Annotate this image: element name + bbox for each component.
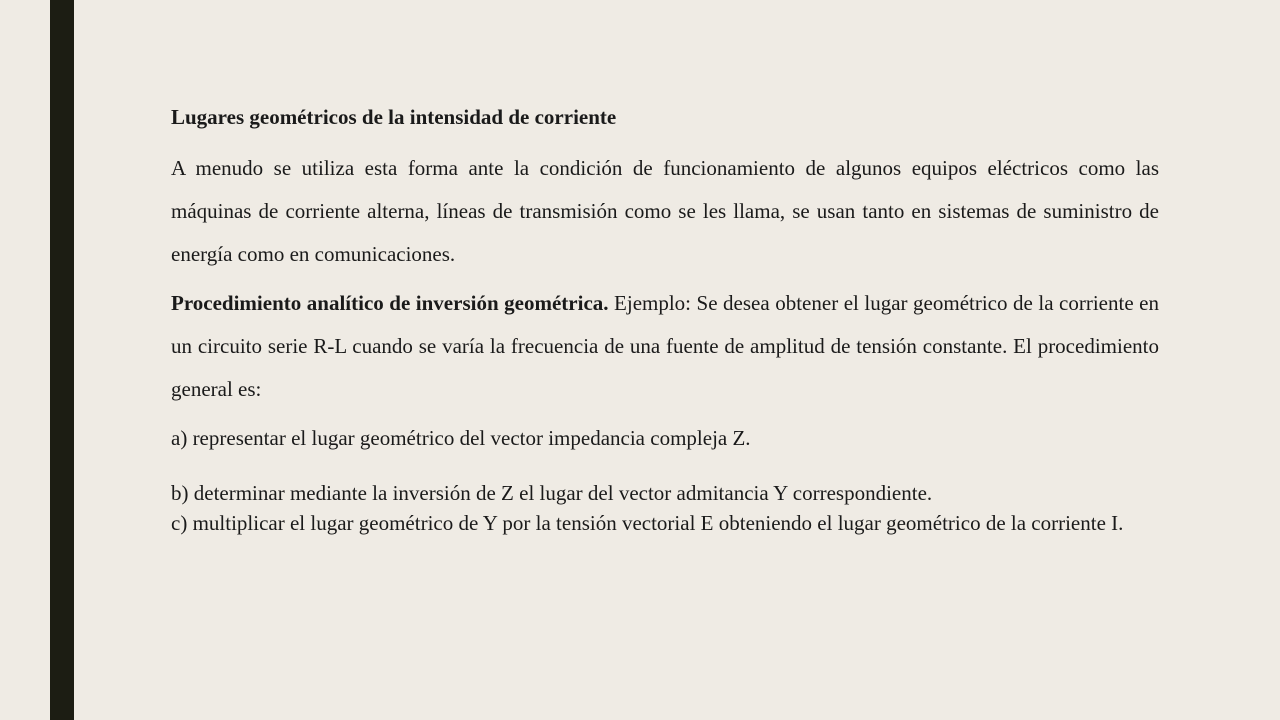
step-c: c) multiplicar el lugar geométrico de Y por la tensión vectorial E obteniendo el lugar geométrico de la corriente I. [171, 511, 1124, 535]
slide-title: Lugares geométricos de la intensidad de corriente [171, 105, 617, 129]
procedure-heading: Procedimiento analítico de inversión geométrica. [171, 291, 609, 315]
slide-content [171, 101, 1159, 536]
accent-bar [50, 0, 74, 720]
step-b: b) determinar mediante la inversión de Z el lugar del vector admitancia Y correspondiente. [171, 481, 933, 505]
step-a: a) representar el lugar geométrico del vector impedancia compleja Z. [171, 426, 751, 450]
procedure-paragraph [171, 282, 1159, 411]
procedure-text: Ejemplo: Se desea obtener el lugar geométrico de la corriente en un circuito serie R-L cuando se varía la frecuencia de una fuente de amplitud de tensión constante. El procedimiento general es: [171, 291, 1159, 401]
intro-paragraph: A menudo se utiliza esta forma ante la condición de funcionamiento de algunos equipos eléctricos como las máquinas de corriente alterna, líneas de transmisión como se les llama, se usan tanto en sistemas de suministro de energía como en comunicaciones. [171, 156, 1159, 266]
